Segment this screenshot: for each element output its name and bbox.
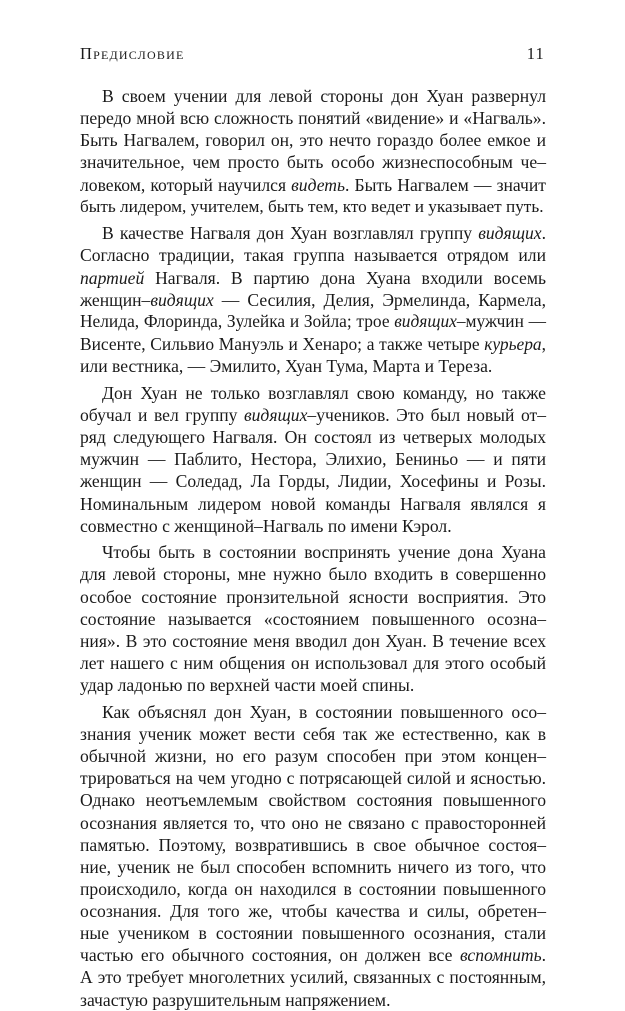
text-line xyxy=(80,541,546,563)
text-run: В качестве Нагваля дон Хуан возглавлял группу xyxy=(102,223,479,244)
text-run: Однако неотъемлемым свойством состояния повышенного xyxy=(80,790,546,811)
text-line xyxy=(80,723,546,745)
text-line xyxy=(80,85,546,107)
text-line xyxy=(80,878,546,900)
text-run: Нагваля. В партию дона Хуана входили восемь xyxy=(144,267,546,288)
text-line xyxy=(80,311,546,333)
italic-word: вспомнить xyxy=(459,945,542,966)
text-run: , xyxy=(541,334,546,355)
text-run: для левой стороны, мне нужно было входить в совершенно xyxy=(80,564,546,585)
text-run: памятью. Поэтому, возвратившись в свое обычное состоя– xyxy=(80,834,546,855)
text-run: обычной жизни, но его разум способен при этом концен– xyxy=(80,746,546,767)
text-run: ные учеником в состоянии повышенного осознания, стали xyxy=(80,923,546,944)
paragraph xyxy=(80,382,546,537)
italic-word: видящих xyxy=(150,289,214,310)
text-run: Нелида, Флоринда, Зулейка и Зойла; трое xyxy=(80,311,395,331)
text-run: обучал и вел группу xyxy=(80,404,244,425)
text-run: Быть Нагвалем, говорил он, это нечто гораздо более емкое и xyxy=(80,130,546,151)
text-run: или вестника, — Эмилито, Хуан Тума, Марта и Тереза. xyxy=(80,356,493,377)
text-line xyxy=(80,856,546,878)
text-line xyxy=(80,767,546,789)
text-line xyxy=(80,493,546,515)
text-run: ние, ученик не был способен вспомнить ничего из того, что xyxy=(80,856,546,877)
text-line xyxy=(80,129,546,151)
italic-word: видеть xyxy=(291,174,345,195)
text-line xyxy=(80,470,546,492)
running-head: Предисловие xyxy=(80,44,185,63)
text-run: — Сесилия, Делия, Эрмелинда, Кармела, xyxy=(213,289,546,310)
paragraph xyxy=(80,222,546,377)
text-run: трироваться на чем угодно с потрясающей силой и ясностью. xyxy=(80,768,546,789)
text-run: . Быть Нагвалем — значит xyxy=(345,174,546,195)
text-run: осознания. Для того же, чтобы качества и силы, обретен– xyxy=(80,901,546,922)
text-run: происходило, когда он находился в состоянии повышенного xyxy=(80,878,546,899)
text-line xyxy=(80,745,546,767)
text-line xyxy=(80,922,546,944)
text-run: передо мной всю сложность понятий «видение» и «Нагваль». xyxy=(80,108,546,129)
text-run: Номинальным лидером новой команды Нагваля являлся я xyxy=(80,493,546,514)
text-line xyxy=(80,608,546,630)
text-run: знания ученик может вести себя так же естественно, как в xyxy=(80,723,546,744)
text-run: Чтобы быть в состоянии воспринять учение дона Хуана xyxy=(102,542,546,563)
text-run: лет нашего с ним общения он использовал для этого особый xyxy=(80,653,546,674)
text-run: быть лидером, учителем, быть тем, кто ведет и указывает путь. xyxy=(80,196,544,216)
text-run: –учеников. Это был новый от– xyxy=(307,404,546,425)
text-run: Висенте, Сильвио Мануэль и Хенаро; а также четыре xyxy=(80,334,485,355)
text-run: осознания является то, что оно не связано с правосторонней xyxy=(80,812,546,833)
paragraph xyxy=(80,85,546,218)
page-header xyxy=(80,44,545,72)
text-line xyxy=(80,900,546,922)
text-line xyxy=(80,966,546,988)
text-line xyxy=(80,630,546,652)
text-run: значительное, чем просто быть особо жизнеспособным че– xyxy=(80,152,546,173)
body-text xyxy=(80,85,546,1011)
text-run: особое состояние пронзительной ясности восприятия. Это xyxy=(80,586,546,607)
text-line xyxy=(80,196,546,218)
text-line xyxy=(80,944,546,966)
text-line xyxy=(80,674,546,696)
text-run: Дон Хуан не только возглавлял свою команду, но также xyxy=(102,382,546,403)
paragraph xyxy=(80,541,546,696)
text-line xyxy=(80,834,546,856)
paragraph xyxy=(80,701,546,1011)
text-line xyxy=(80,652,546,674)
italic-word: партией xyxy=(80,267,145,288)
text-line xyxy=(80,426,546,448)
text-line xyxy=(80,448,546,470)
text-line xyxy=(80,222,546,244)
text-line xyxy=(80,382,546,404)
text-run: . xyxy=(541,945,546,966)
italic-word: видящих xyxy=(394,311,457,331)
text-run: –мужчин — xyxy=(456,311,546,331)
text-line xyxy=(80,333,546,355)
text-run: состояние называется «состоянием повышенного осозна– xyxy=(80,608,546,629)
page-number: 11 xyxy=(526,44,545,63)
text-run: Согласно традиции, такая группа называется отрядом или xyxy=(80,245,546,266)
text-run: женщин– xyxy=(80,289,151,310)
text-run: . xyxy=(541,223,546,244)
italic-word: видящих xyxy=(244,404,308,425)
text-run: удар ладонью по верхней части моей спины. xyxy=(80,675,415,696)
text-line xyxy=(80,355,546,377)
text-run: женщин — Соледад, Ла Горды, Лидии, Хосефины и Розы. xyxy=(80,471,546,492)
text-line xyxy=(80,812,546,834)
text-line xyxy=(80,107,546,129)
text-line xyxy=(80,267,546,289)
text-line xyxy=(80,563,546,585)
text-run: мужчин — Паблито, Нестора, Элихио, Бениньо — и пяти xyxy=(80,449,546,470)
italic-word: курьера xyxy=(484,334,542,355)
text-line xyxy=(80,404,546,426)
text-run: зачастую разрушительным напряжением. xyxy=(80,989,391,1010)
text-line xyxy=(80,151,546,173)
text-line xyxy=(80,701,546,723)
text-line xyxy=(80,515,546,537)
text-run: Как объяснял дон Хуан, в состоянии повышенного осо– xyxy=(102,701,546,722)
text-line xyxy=(80,789,546,811)
text-run: В своем учении для левой стороны дон Хуан развернул xyxy=(102,86,546,106)
text-run: частью его обычного состояния, он должен все xyxy=(80,945,460,966)
text-line xyxy=(80,174,546,196)
italic-word: видящих xyxy=(478,223,542,244)
text-line xyxy=(80,289,546,311)
text-run: А это требует многолетних усилий, связанных с постоянным, xyxy=(80,967,546,988)
text-run: ловеком, который научился xyxy=(80,174,292,195)
text-run: совместно с женщиной–Нагваль по имени Кэрол. xyxy=(80,515,452,536)
text-run: ряд следующего Нагваля. Он состоял из четверых молодых xyxy=(80,427,546,448)
text-run: ния». В это состояние меня вводил дон Хуан. В течение всех xyxy=(80,630,546,651)
text-line xyxy=(80,244,546,266)
text-line xyxy=(80,586,546,608)
